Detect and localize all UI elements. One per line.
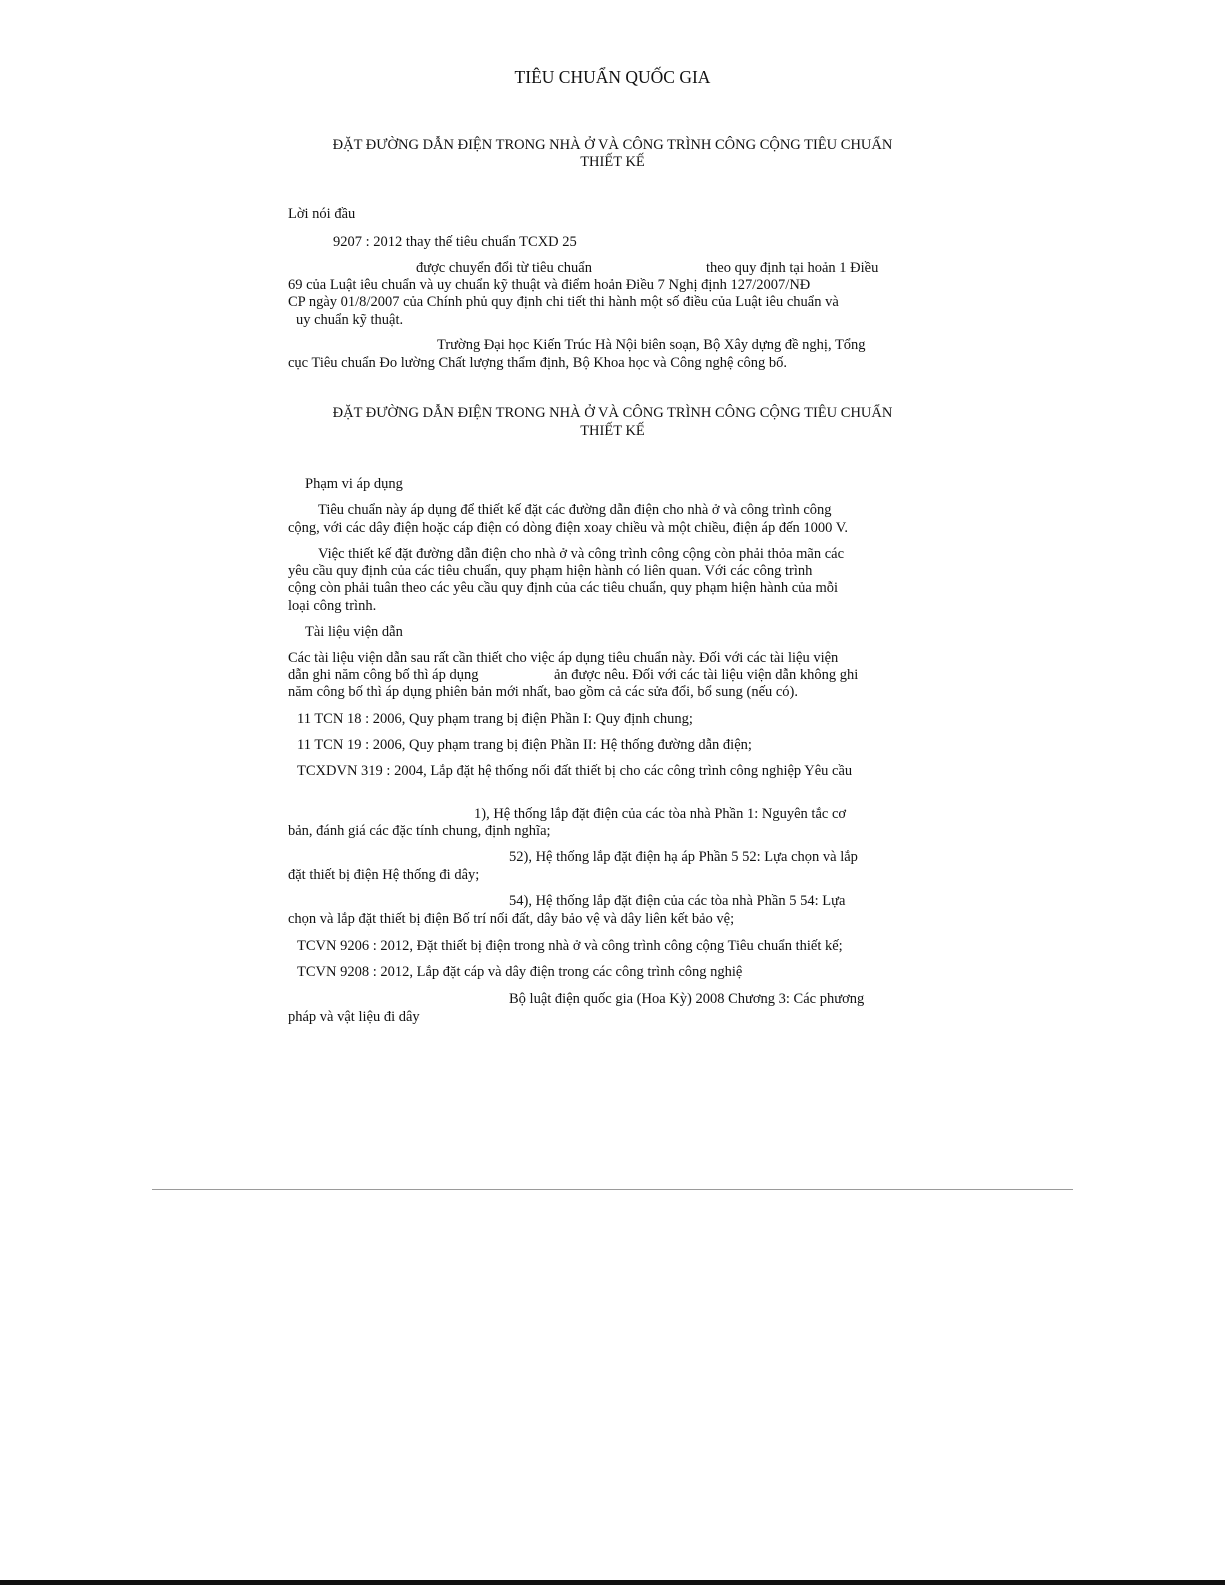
reference-item-3: TCXDVN 319 : 2004, Lắp đặt hệ thống nối đất thiết bị cho các công trình công nghiệp Yêu cầu bbox=[297, 763, 853, 779]
reference-item-1: 11 TCN 18 : 2006, Quy phạm trang bị điện Phần I: Quy định chung; bbox=[297, 711, 693, 727]
document-title-line-1: ĐẶT ĐƯỜNG DẪN ĐIỆN TRONG NHÀ Ở VÀ CÔNG TRÌNH CÔNG CỘNG TIÊU CHUẨN bbox=[332, 137, 893, 153]
foreword-paragraph-3-line-2: cục Tiêu chuẩn Đo lường Chất lượng thẩm định, Bộ Khoa học và Công nghệ công bố. bbox=[288, 355, 788, 371]
foreword-paragraph-3-line-1: Trường Đại học Kiến Trúc Hà Nội biên soạn, Bộ Xây dựng đề nghị, Tổng bbox=[437, 337, 866, 353]
page-separator-line bbox=[152, 1189, 1073, 1190]
references-heading: Tài liệu viện dẫn bbox=[305, 624, 403, 640]
references-intro-line-3: năm công bố thì áp dụng phiên bản mới nhất, bao gồm cả các sửa đổi, bổ sung (nếu có). bbox=[288, 684, 799, 700]
foreword-heading: Lời nói đầu bbox=[288, 206, 356, 222]
scope-paragraph-2-line-1: Việc thiết kế đặt đường dẫn điện cho nhà ở và công trình công cộng còn phải thỏa mãn các bbox=[318, 546, 845, 562]
reference-item-2: 11 TCN 19 : 2006, Quy phạm trang bị điện Phần II: Hệ thống đường dẫn điện; bbox=[297, 737, 752, 753]
references-intro-line-1: Các tài liệu viện dẫn sau rất cần thiết cho việc áp dụng tiêu chuẩn này. Đối với các tài liệu viện bbox=[288, 650, 839, 666]
references-intro-line-2a: dẫn ghi năm công bố thì áp dụng bbox=[288, 667, 479, 683]
reference-item-6-line-2: chọn và lắp đặt thiết bị điện Bố trí nối đất, dây bảo vệ và dây liên kết bảo vệ; bbox=[288, 911, 735, 927]
document-title-line-2: THIẾT KẾ bbox=[580, 154, 645, 170]
reference-item-9-line-2: pháp và vật liệu đi dây bbox=[288, 1009, 420, 1025]
foreword-paragraph-1: 9207 : 2012 thay thế tiêu chuẩn TCXD 25 bbox=[333, 234, 577, 250]
reference-item-5-line-1: 52), Hệ thống lắp đặt điện hạ áp Phần 5 52: Lựa chọn và lắp bbox=[509, 849, 858, 865]
scope-paragraph-1-line-1: Tiêu chuẩn này áp dụng để thiết kế đặt các đường dẫn điện cho nhà ở và công trình công bbox=[318, 502, 832, 518]
section-title-line-2: THIẾT KẾ bbox=[580, 423, 645, 439]
foreword-paragraph-2-line-1a: được chuyển đổi từ tiêu chuẩn bbox=[416, 260, 592, 276]
section-title-line-1: ĐẶT ĐƯỜNG DẪN ĐIỆN TRONG NHÀ Ở VÀ CÔNG TRÌNH CÔNG CỘNG TIÊU CHUẨN bbox=[332, 405, 893, 421]
reference-item-6-line-1: 54), Hệ thống lắp đặt điện của các tòa nhà Phần 5 54: Lựa bbox=[509, 893, 846, 909]
scope-paragraph-2-line-2: yêu cầu quy định của các tiêu chuẩn, quy phạm hiện hành có liên quan. Với các công trình bbox=[288, 563, 813, 579]
reference-item-4-line-1: 1), Hệ thống lắp đặt điện của các tòa nhà Phần 1: Nguyên tắc cơ bbox=[474, 806, 847, 822]
foreword-paragraph-2-line-4: uy chuẩn kỹ thuật. bbox=[296, 312, 404, 328]
reference-item-8: TCVN 9208 : 2012, Lắp đặt cáp và dây điện trong các công trình công nghiệ bbox=[297, 964, 743, 980]
foreword-paragraph-2-line-3: CP ngày 01/8/2007 của Chính phủ quy định chi tiết thi hành một số điều của Luật iêu chuẩn và bbox=[288, 294, 839, 310]
national-standard-heading: TIÊU CHUẨN QUỐC GIA bbox=[514, 67, 711, 87]
foreword-paragraph-2-line-2: 69 của Luật iêu chuẩn và uy chuẩn kỹ thuật và điểm hoản Điều 7 Nghị định 127/2007/NĐ bbox=[288, 277, 811, 293]
bottom-edge-bar bbox=[0, 1580, 1225, 1585]
scope-paragraph-1-line-2: cộng, với các dây điện hoặc cáp điện có dòng điện xoay chiều và một chiều, điện áp đến 1000 V. bbox=[288, 520, 848, 536]
scope-paragraph-2-line-3: cộng còn phải tuân theo các yêu cầu quy định của các tiêu chuẩn, quy phạm hiện hành của mỗi bbox=[288, 580, 838, 596]
scope-heading: Phạm vi áp dụng bbox=[305, 476, 403, 492]
reference-item-4-line-2: bản, đánh giá các đặc tính chung, định nghĩa; bbox=[288, 823, 551, 839]
reference-item-5-line-2: đặt thiết bị điện Hệ thống đi dây; bbox=[288, 867, 480, 883]
scope-paragraph-2-line-4: loại công trình. bbox=[288, 598, 377, 614]
reference-item-7: TCVN 9206 : 2012, Đặt thiết bị điện trong nhà ở và công trình công cộng Tiêu chuẩn thiết kế; bbox=[297, 938, 843, 954]
references-intro-line-2b: ản được nêu. Đối với các tài liệu viện dẫn không ghi bbox=[554, 667, 859, 683]
reference-item-9-line-1: Bộ luật điện quốc gia (Hoa Kỳ) 2008 Chương 3: Các phương bbox=[509, 991, 865, 1007]
foreword-paragraph-2-line-1b: theo quy định tại hoản 1 Điều bbox=[706, 260, 879, 276]
